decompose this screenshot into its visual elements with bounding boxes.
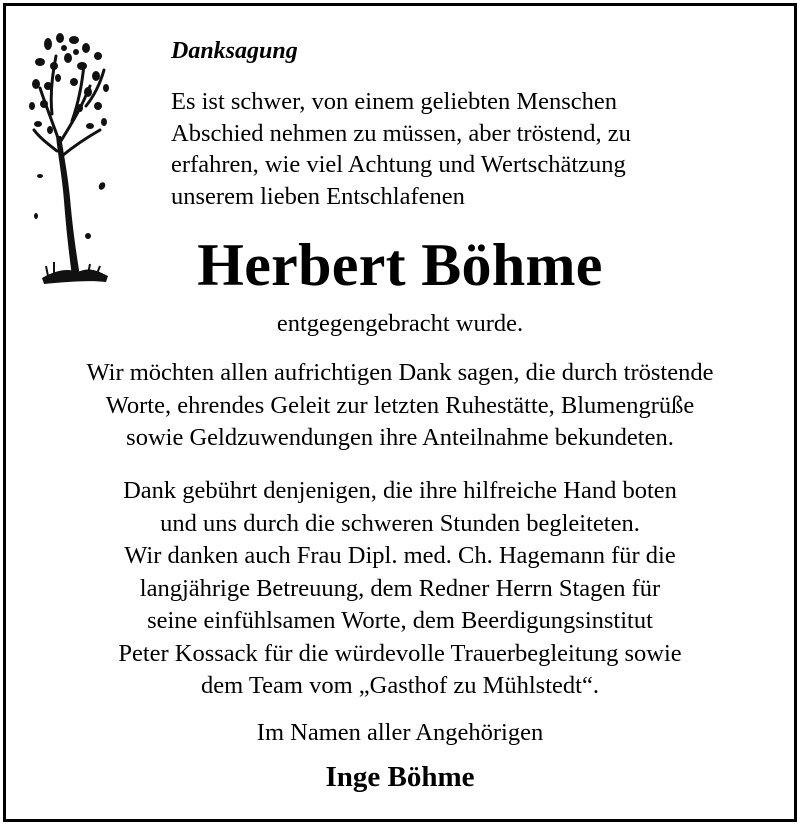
acknowledgements-paragraph xyxy=(0,475,800,703)
text-line: Wir danken auch Frau Dipl. med. Ch. Hagemann für die xyxy=(124,542,676,569)
text-line: Worte, ehrendes Geleit zur letzten Ruhestätte, Blumengrüße xyxy=(105,391,695,419)
text-line: langjährige Betreuung, dem Redner Herrn Stagen für xyxy=(139,574,661,602)
text-line: Peter Kossack für die würdevolle Trauerbegleitung sowie xyxy=(118,639,682,667)
text-line: seine einfühlsamen Worte, dem Beerdigungsinstitut xyxy=(147,607,653,634)
text-line: unserem lieben Entschlafenen xyxy=(171,182,465,210)
text-line: entgegengebracht wurde. xyxy=(276,310,524,337)
text-line: Es ist schwer, von einem geliebten Menschen xyxy=(171,88,618,115)
text-line: sowie Geldzuwendungen ihre Anteilnahme bekundeten. xyxy=(126,424,674,451)
intro-text xyxy=(171,86,771,212)
closing-line xyxy=(0,717,800,750)
deceased-name: Herbert Böhme xyxy=(197,232,603,298)
text-line: erfahren, wie viel Achtung und Wertschätzung xyxy=(171,151,626,178)
text-line: Dank gebührt denjenigen, die ihre hilfreiche Hand boten xyxy=(123,477,677,504)
text-line: Abschied nehmen zu müssen, aber tröstend, zu xyxy=(171,119,631,147)
text-line: und uns durch die schweren Stunden begleiteten. xyxy=(160,509,640,537)
heading: Danksagung xyxy=(171,38,298,64)
signature-name: Inge Böhme xyxy=(325,761,475,793)
after-name-text xyxy=(0,308,800,341)
text-line: Wir möchten allen aufrichtigen Dank sagen, die durch tröstende xyxy=(86,359,714,386)
text-line: Im Namen aller Angehörigen xyxy=(256,719,544,746)
thanks-paragraph xyxy=(0,357,800,455)
text-line: dem Team vom „Gasthof zu Mühlstedt“. xyxy=(201,672,599,699)
